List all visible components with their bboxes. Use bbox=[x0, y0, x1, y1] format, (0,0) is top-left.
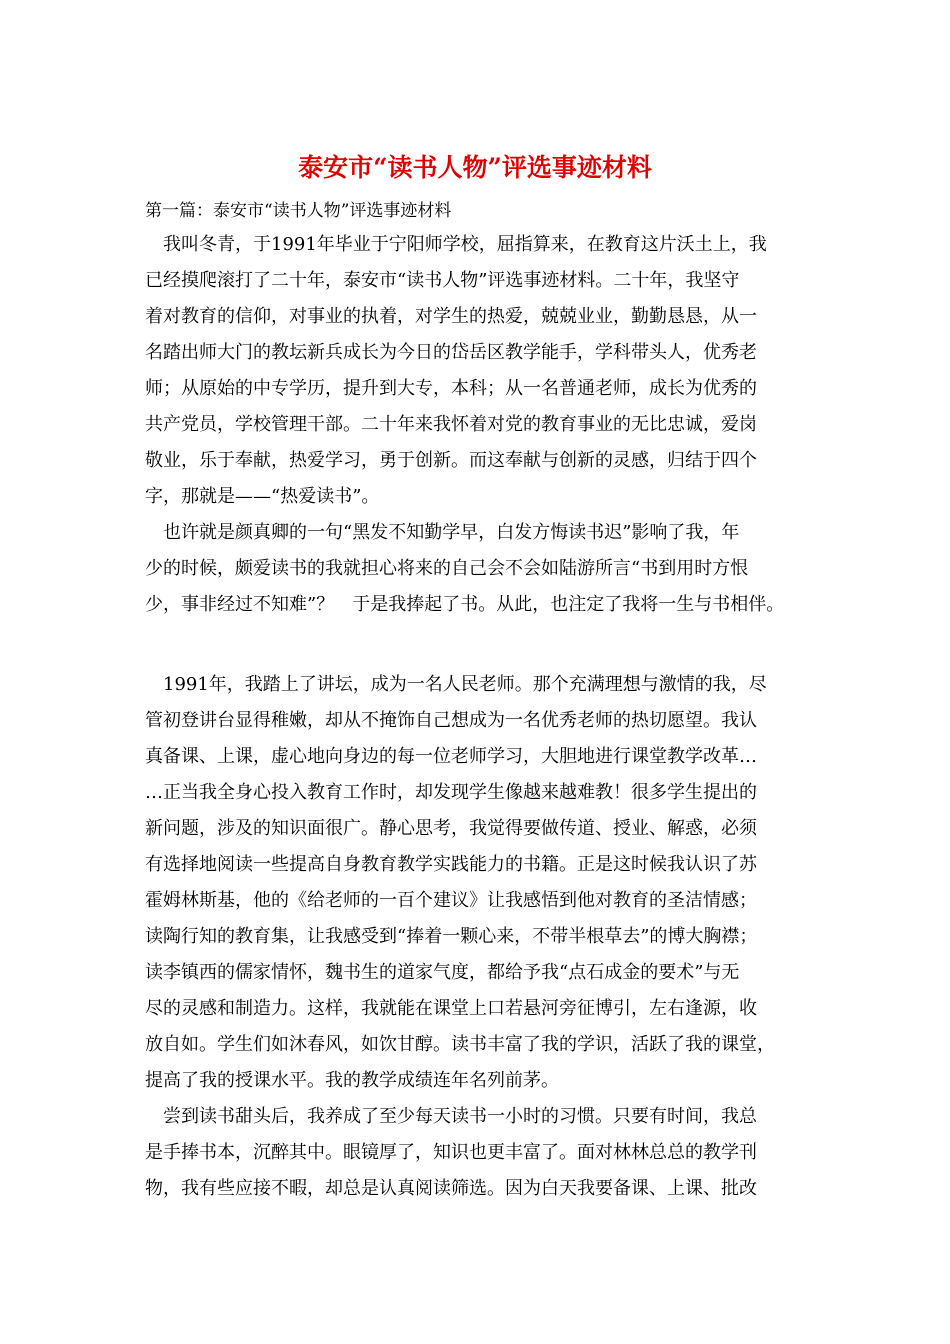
paragraph-line: 也许就是颜真卿的一句“黑发不知勤学早，白发方悔读书迟”影响了我，年 bbox=[163, 522, 740, 543]
paragraph-line: 名踏出师大门的教坛新兵成长为今日的岱岳区教学能手，学科带头人，优秀老 bbox=[145, 342, 757, 363]
paragraph-line: 新问题，涉及的知识面很广。静心思考，我觉得要做传道、授业、解惑，必须 bbox=[145, 818, 757, 839]
paragraph-line: 我叫冬青，于1991年毕业于宁阳师学校，屈指算来，在教育这片沃土上，我 bbox=[163, 234, 767, 255]
paragraph-line: …正当我全身心投入教育工作时，却发现学生像越来越难教！很多学生提出的 bbox=[145, 782, 757, 803]
document-title: 泰安市“读书人物”评选事迹材料 bbox=[298, 153, 652, 182]
paragraph-line: 真备课、上课，虚心地向身边的每一位老师学习，大胆地进行课堂教学改革… bbox=[145, 746, 757, 767]
paragraph-line: 读陶行知的教育集，让我感受到“捧着一颗心来，不带半根草去”的博大胸襟； bbox=[145, 926, 758, 947]
paragraph-line: 霍姆林斯基，他的《给老师的一百个建议》让我感悟到他对教育的圣洁情感； bbox=[145, 890, 757, 911]
paragraph-line: 管初登讲台显得稚嫩，却从不掩饰自己想成为一名优秀老师的热切愿望。我认 bbox=[145, 710, 757, 731]
paragraph-line: 读李镇西的儒家情怀，魏书生的道家气度，都给予我“点石成金的要术”与无 bbox=[145, 962, 740, 983]
paragraph-line: 物，我有些应接不暇，却总是认真阅读筛选。因为白天我要备课、上课、批改 bbox=[145, 1178, 757, 1199]
paragraph-line: 是手捧书本，沉醉其中。眼镜厚了，知识也更丰富了。面对林林总总的教学刊 bbox=[145, 1142, 757, 1163]
paragraph-line: 共产党员，学校管理干部。二十年来我怀着对党的教育事业的无比忠诚，爱岗 bbox=[145, 414, 757, 435]
paragraph-line: 有选择地阅读一些提高自身教育教学实践能力的书籍。正是这时候我认识了苏 bbox=[145, 854, 757, 875]
paragraph-line: 着对教育的信仰，对事业的执着，对学生的热爱，兢兢业业，勤勤恳恳，从一 bbox=[145, 306, 757, 327]
paragraph-line: 师；从原始的中专学历，提升到大专，本科；从一名普通老师，成长为优秀的 bbox=[145, 378, 757, 399]
document-subtitle: 第一篇：泰安市“读书人物”评选事迹材料 bbox=[145, 201, 452, 221]
paragraph-line: 1991年，我踏上了讲坛，成为一名人民老师。那个充满理想与激情的我，尽 bbox=[163, 674, 767, 695]
paragraph-line: 尽的灵感和制造力。这样，我就能在课堂上口若悬河旁征博引，左右逢源，收 bbox=[145, 998, 757, 1019]
paragraph-line: 字，那就是——“热爱读书”。 bbox=[145, 486, 380, 507]
paragraph-line: 已经摸爬滚打了二十年，泰安市“读书人物”评选事迹材料。二十年，我坚守 bbox=[145, 270, 740, 291]
paragraph-line: 少，事非经过不知难”？ 于是我捧起了书。从此，也注定了我将一生与书相伴。 bbox=[145, 594, 785, 615]
paragraph-line: 少的时候，颇爱读书的我就担心将来的自己会不会如陆游所言“书到用时方恨 bbox=[145, 558, 749, 579]
paragraph-line: 提高了我的授课水平。我的教学成绩连年名列前茅。 bbox=[145, 1070, 559, 1091]
paragraph-line: 放自如。学生们如沐春风，如饮甘醇。读书丰富了我的学识，活跃了我的课堂， bbox=[145, 1034, 775, 1055]
paragraph-line: 尝到读书甜头后，我养成了至少每天读书一小时的习惯。只要有时间，我总 bbox=[163, 1106, 757, 1127]
paragraph-line: 敬业，乐于奉献，热爱学习，勇于创新。而这奉献与创新的灵感，归结于四个 bbox=[145, 450, 757, 471]
